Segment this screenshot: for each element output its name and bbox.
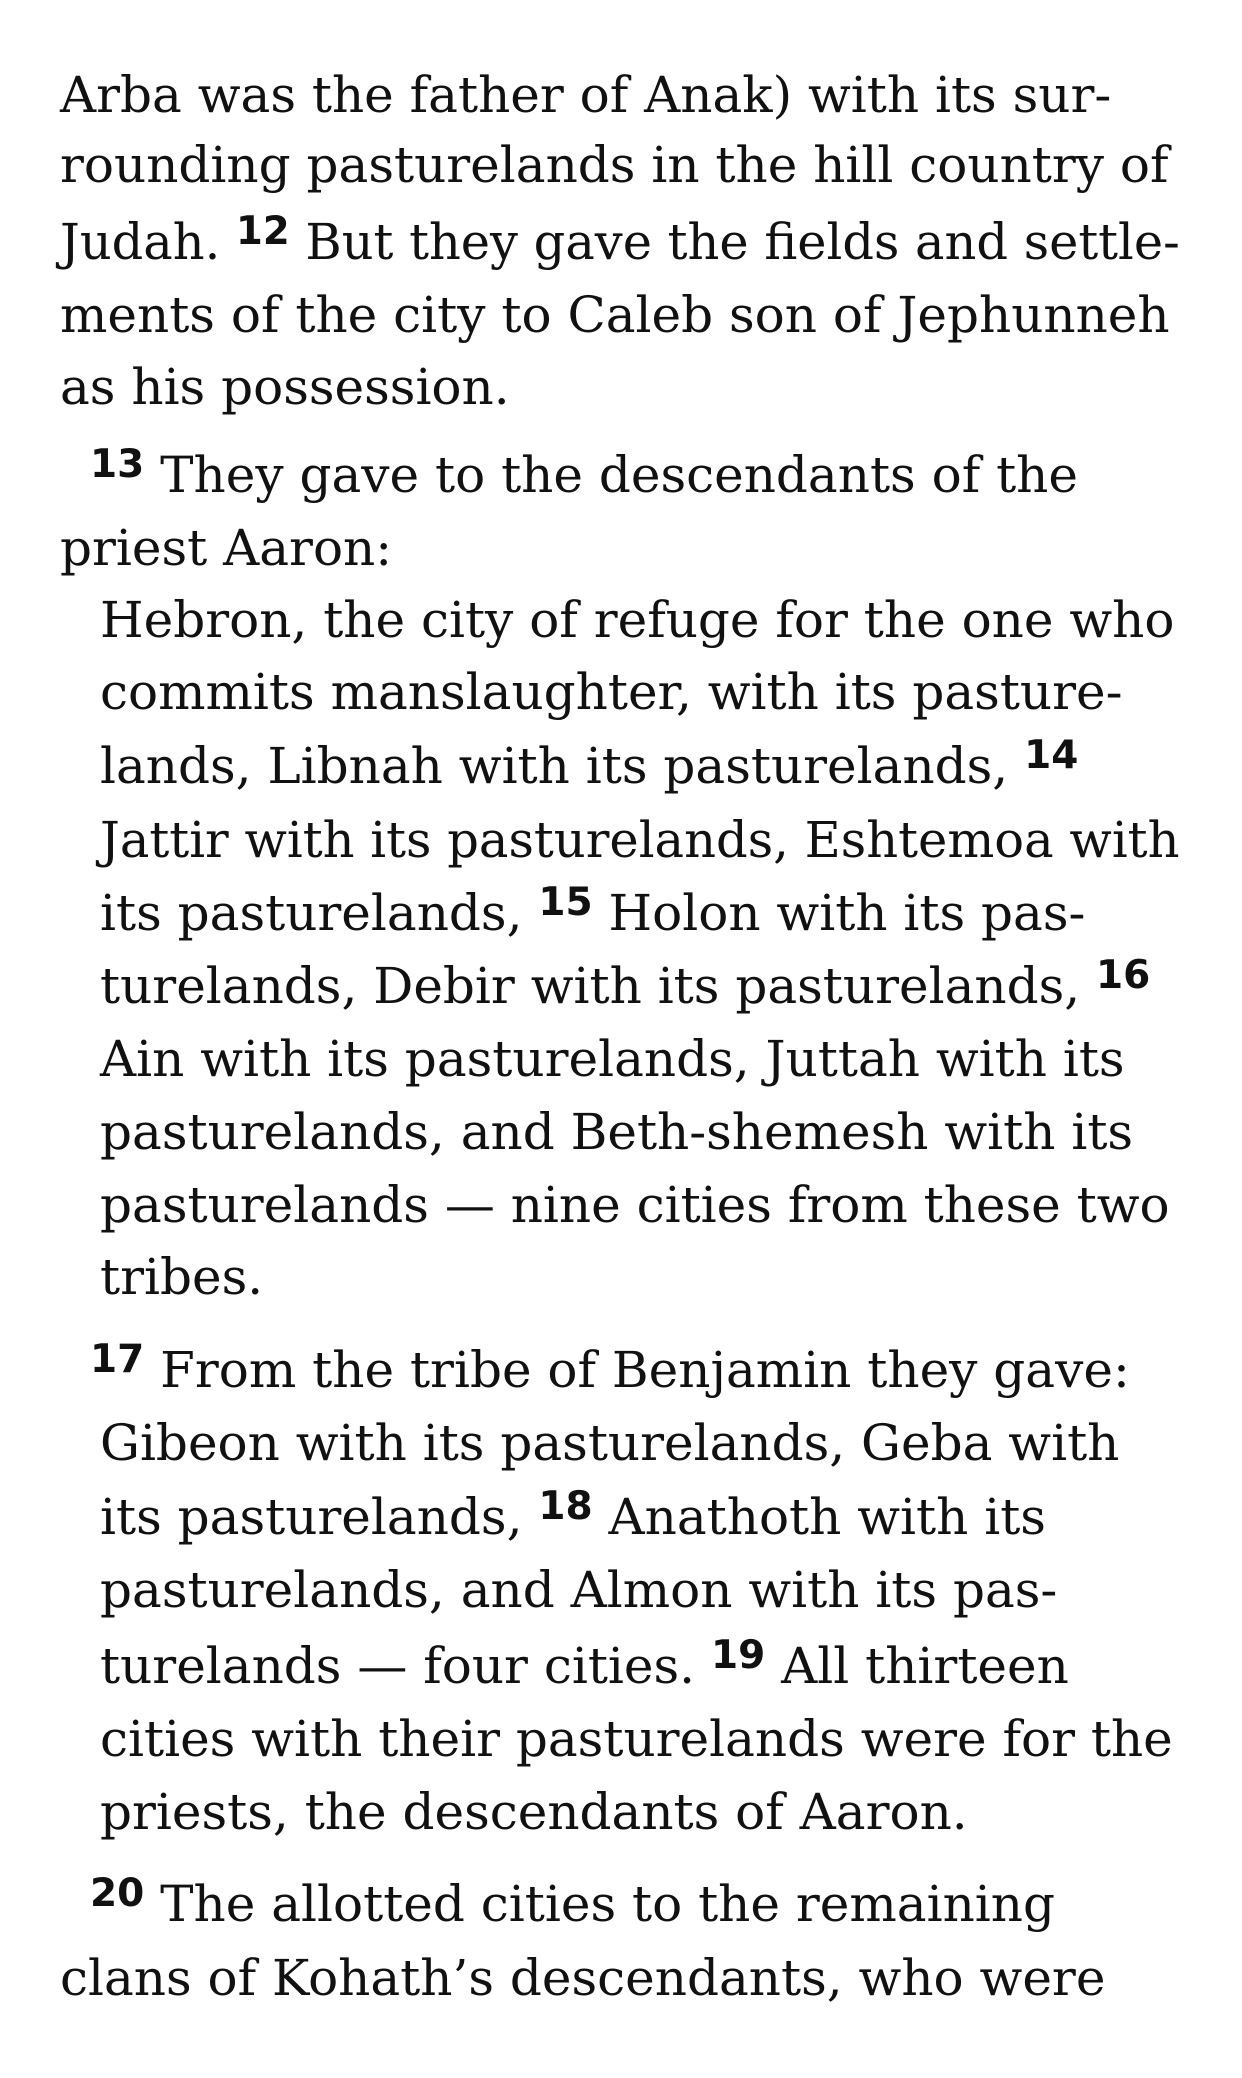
text-line: [90, 439, 1180, 511]
text-segment: Judah.: [60, 213, 237, 271]
text-line: [100, 730, 1180, 802]
text-line: [100, 950, 1180, 1022]
text-line: priests, the descendants of Aaron.: [100, 1783, 968, 1841]
text-segment: Holon with its pas-: [592, 884, 1086, 942]
text-segment: lands, Libnah with its pasturelands,: [100, 737, 1025, 795]
text-line: commits manslaughter, with its pasture-: [100, 663, 1123, 721]
text-line: [100, 1481, 1180, 1553]
verse-number: 16: [1096, 953, 1151, 998]
text-line: as his possession.: [60, 358, 510, 416]
text-line: [90, 1868, 1180, 1940]
text-line: tribes.: [100, 1248, 264, 1306]
text-line: Hebron, the city of refuge for the one who: [100, 591, 1175, 649]
verse-number: 20: [90, 1871, 145, 1916]
text-segment: They gave to the descendants of the: [144, 446, 1078, 504]
text-line: Jattir with its pasturelands, Eshtemoa with: [100, 811, 1180, 869]
text-line: pasturelands, and Beth-shemesh with its: [100, 1103, 1134, 1161]
text-line: Arba was the father of Anak) with its sur-: [60, 66, 1112, 124]
verse-number: 13: [90, 442, 145, 487]
text-line: pasturelands, and Almon with its pas-: [100, 1561, 1058, 1619]
verse-number: 14: [1024, 733, 1079, 778]
text-line: rounding pasturelands in the hill country of: [60, 136, 1169, 194]
text-segment: But they gave the fields and settle-: [289, 213, 1180, 271]
text-line: cities with their pasturelands were for the: [100, 1710, 1173, 1768]
text-line: pasturelands — nine cities from these two: [100, 1176, 1170, 1234]
text-line: [100, 877, 1180, 949]
text-segment: From the tribe of Benjamin they gave:: [144, 1341, 1130, 1399]
text-line: [100, 1630, 1180, 1702]
text-segment: its pasturelands,: [100, 1488, 539, 1546]
text-segment: All thirteen: [765, 1637, 1069, 1695]
text-segment: its pasturelands,: [100, 884, 539, 942]
verse-number: 19: [710, 1633, 766, 1678]
text-line: Ain with its pasturelands, Juttah with its: [100, 1030, 1125, 1088]
text-segment: turelands, Debir with its pasturelands,: [100, 957, 1097, 1015]
verse-number: 18: [538, 1484, 593, 1529]
verse-number: 17: [90, 1337, 145, 1382]
verse-number: 12: [236, 209, 290, 254]
verse-number: 15: [538, 880, 593, 925]
text-segment: The allotted cities to the remaining: [144, 1875, 1055, 1933]
text-line: ments of the city to Caleb son of Jephunneh: [60, 286, 1170, 344]
text-line: [90, 1334, 1180, 1406]
text-line: priest Aaron:: [60, 519, 393, 577]
text-segment: turelands — four cities.: [100, 1637, 711, 1695]
text-line: [60, 206, 1180, 278]
text-line: Gibeon with its pasturelands, Geba with: [100, 1414, 1120, 1472]
text-line: clans of Kohath’s descendants, who were: [60, 1949, 1106, 2007]
text-segment: Anathoth with its: [592, 1488, 1046, 1546]
